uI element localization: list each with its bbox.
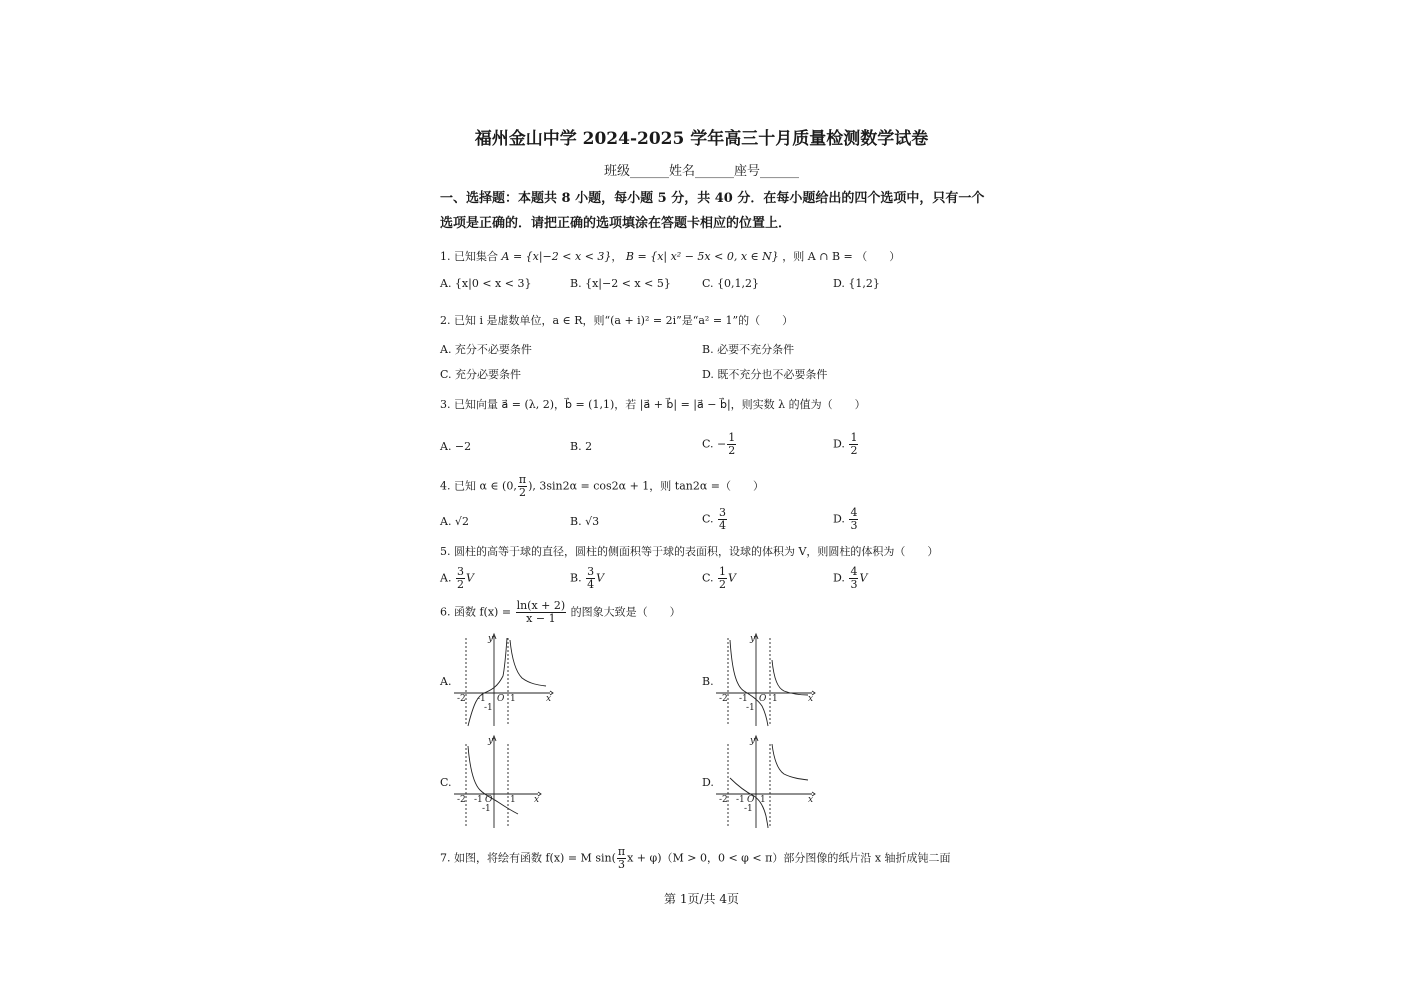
q5-option-label: D. [833, 571, 845, 585]
fraction-denominator: 3 [850, 519, 858, 532]
axis-label-origin: O [497, 694, 505, 704]
q5-option-fraction [586, 566, 595, 591]
q2-option-c: C. 充分必要条件 [440, 368, 522, 381]
fraction-denominator: x − 1 [526, 612, 556, 625]
fraction-numerator: 1 [719, 565, 727, 578]
q5-option-fraction [718, 566, 727, 591]
q1-set-a: A = {x|−2 < x < 3} [501, 250, 612, 263]
q3-option-d-label: D. [833, 437, 845, 451]
fraction-numerator: 3 [719, 506, 727, 519]
tick-label-1: 1 [510, 795, 516, 805]
q5-option-label: B. [570, 571, 582, 585]
q1-option-c: C. {0,1,2} [702, 277, 760, 290]
q4-option-d-label: D. [833, 512, 845, 526]
fraction-numerator: 1 [728, 431, 736, 444]
q3-option-c-sign: − [717, 437, 727, 451]
q5-option-label: C. [702, 571, 714, 585]
curve-right-branch [510, 640, 546, 686]
fraction-numerator: 1 [850, 431, 858, 444]
fraction-numerator: ln(x + 2) [516, 599, 566, 612]
q4-stem-part: 4. 已知 α ∈ (0, [440, 479, 517, 493]
q7-stem-tail: x + φ)（M > 0，0 < φ < π）部分图像的纸片沿 x 轴折成钝二面 [627, 851, 951, 865]
axis-label-origin: O [759, 694, 767, 704]
q4-stem-tail: ), 3sin2α = cos2α + 1，则 tan2α =（ ） [528, 479, 765, 493]
fraction-denominator: 3 [617, 858, 625, 871]
q5-option-d [833, 566, 867, 591]
q4-option-a: A. √2 [440, 515, 469, 528]
q5-option-variable: V [859, 571, 868, 585]
tick-label-1: 1 [510, 694, 516, 704]
fraction-denominator: 2 [719, 578, 727, 591]
fraction-numerator: π [617, 845, 626, 858]
q3-option-d [833, 432, 859, 457]
fraction-denominator: 4 [719, 519, 727, 532]
q5-option-variable: V [596, 571, 605, 585]
curve-right-branch [772, 744, 808, 780]
tick-label-minus-2: -2 [719, 795, 728, 805]
tick-label-minus-2: -2 [457, 694, 466, 704]
axis-label-y: y [750, 634, 756, 644]
axis-label-origin: O [485, 795, 493, 805]
section-instructions-line2: 选项是正确的．请把正确的选项填涂在答题卡相应的位置上． [440, 216, 792, 231]
q1-stem-tail: ，则 A ∩ B = （ ） [782, 250, 901, 263]
q2-option-b: B. 必要不充分条件 [702, 343, 795, 356]
tick-label-y-minus-1: -1 [744, 804, 753, 814]
q2-option-d: D. 既不充分也不必要条件 [702, 368, 828, 381]
q4-option-d [833, 507, 859, 532]
fraction-numerator: 4 [850, 506, 858, 519]
q6-function-fraction [516, 600, 567, 625]
tick-label-minus-1: -1 [736, 795, 745, 805]
q4-option-b: B. √3 [570, 515, 600, 528]
q6-graph-c-label: C. [440, 776, 452, 789]
q6-graph-d-label: D. [702, 776, 714, 789]
q4-pi-fraction [518, 474, 527, 499]
q3-option-b: B. 2 [570, 440, 593, 453]
q1-option-a: A. {x|0 < x < 3} [440, 277, 532, 290]
axis-label-x: x [808, 694, 814, 704]
q1-set-b: B = {x| x² − 5x < 0, x ∈ N} [625, 250, 779, 263]
tick-label-minus-2: -2 [719, 694, 728, 704]
q4-option-c [702, 507, 728, 532]
q1-option-d: D. {1,2} [833, 277, 880, 290]
tick-label-minus-1: -1 [474, 795, 483, 805]
student-info-line: 班级______姓名______座号______ [603, 164, 799, 179]
q4-option-c-fraction [718, 507, 727, 532]
q3-option-c-fraction [727, 432, 736, 457]
curve-left-branch [730, 640, 768, 726]
q7-pi-fraction [617, 846, 626, 871]
fraction-numerator: 3 [587, 565, 595, 578]
tick-label-minus-1: -1 [477, 694, 486, 704]
fraction-denominator: 2 [456, 578, 464, 591]
axis-label-y: y [488, 736, 494, 746]
q5-option-variable: V [728, 571, 736, 585]
q6-graph-b-label: B. [702, 675, 714, 688]
tick-label-minus-2: -2 [457, 795, 466, 805]
q5-option-fraction [456, 566, 465, 591]
q5-option-b [570, 566, 604, 591]
q7-stem-part: 7. 如图，将绘有函数 f(x) = M sin( [440, 851, 616, 865]
fraction-denominator: 2 [850, 444, 858, 457]
section-instructions-line1: 一、选择题：本题共 8 小题，每小题 5 分，共 40 分．在每小题给出的四个选项中，只有一个 [440, 191, 985, 206]
axis-label-origin: O [747, 795, 755, 805]
axis-label-x: x [534, 795, 540, 805]
fraction-denominator: 2 [728, 444, 736, 457]
fraction-numerator: π [518, 473, 527, 486]
tick-label-y-minus-1: -1 [482, 804, 491, 814]
fraction-denominator: 3 [850, 578, 858, 591]
q3-option-d-fraction [849, 432, 858, 457]
q2-option-a: A. 充分不必要条件 [440, 343, 532, 356]
tick-label-y-minus-1: -1 [484, 703, 493, 713]
q5-option-a [440, 566, 474, 591]
q1-stem-part: 1. 已知集合 [440, 250, 498, 263]
q5-option-variable: V [465, 571, 474, 585]
q6-graph-c [452, 732, 558, 832]
q6-graph-d [714, 732, 820, 832]
q3-option-a: A. −2 [440, 440, 472, 453]
q5-option-c [702, 566, 736, 591]
axis-label-x: x [808, 795, 814, 805]
q3-option-c-label: C. [702, 437, 714, 451]
q6-graph-a [452, 630, 558, 730]
question-4-stem [440, 474, 764, 499]
q6-graph-b [714, 630, 820, 730]
axis-label-y: y [488, 634, 494, 644]
axis-label-x: x [546, 694, 552, 704]
exam-title: 福州金山中学 2024-2025 学年高三十月质量检测数学试卷 [474, 129, 929, 149]
q6-graph-a-label: A. [440, 675, 452, 688]
q4-option-c-label: C. [702, 512, 714, 526]
tick-label-y-minus-1: -1 [746, 703, 755, 713]
tick-label-1: 1 [772, 694, 778, 704]
axis-label-y: y [750, 736, 756, 746]
fraction-numerator: 4 [850, 565, 858, 578]
question-1-stem: 1. 已知集合 A = {x|−2 < x < 3}， B = {x| x² − 5x < 0, x ∈ N} ，则 A ∩ B = （ ） [440, 250, 901, 263]
q6-stem-tail: 的图象大致是（ ） [570, 605, 681, 619]
question-3-stem: 3. 已知向量 a⃗ = (λ, 2)，b⃗ = (1,1)，若 |a⃗ + b⃗| = |a⃗ − b⃗|，则实数 λ 的值为（ ） [440, 398, 866, 411]
q1-option-b: B. {x|−2 < x < 5} [570, 277, 671, 290]
q5-option-fraction [849, 566, 858, 591]
question-2-stem: 2. 已知 i 是虚数单位，a ∈ R，则“(a + i)² = 2i”是“a² = 1”的（ ） [440, 314, 794, 327]
fraction-numerator: 3 [456, 565, 464, 578]
q3-option-c [702, 432, 737, 457]
question-5-stem: 5. 圆柱的高等于球的直径，圆柱的侧面积等于球的表面积，设球的体积为 V，则圆柱的体积为（ ） [440, 545, 939, 558]
fraction-denominator: 2 [518, 486, 526, 499]
q5-option-label: A. [440, 571, 452, 585]
tick-label-1: 1 [760, 795, 766, 805]
question-6-stem [440, 600, 681, 625]
question-7-stem [440, 846, 951, 871]
curve-right-branch [772, 660, 808, 695]
tick-label-minus-1: -1 [739, 694, 748, 704]
fraction-denominator: 4 [587, 578, 595, 591]
q4-option-d-fraction [849, 507, 858, 532]
page-footer: 第 1页/共 4页 [664, 892, 739, 906]
q6-stem-part: 6. 函数 f(x) = [440, 605, 512, 619]
